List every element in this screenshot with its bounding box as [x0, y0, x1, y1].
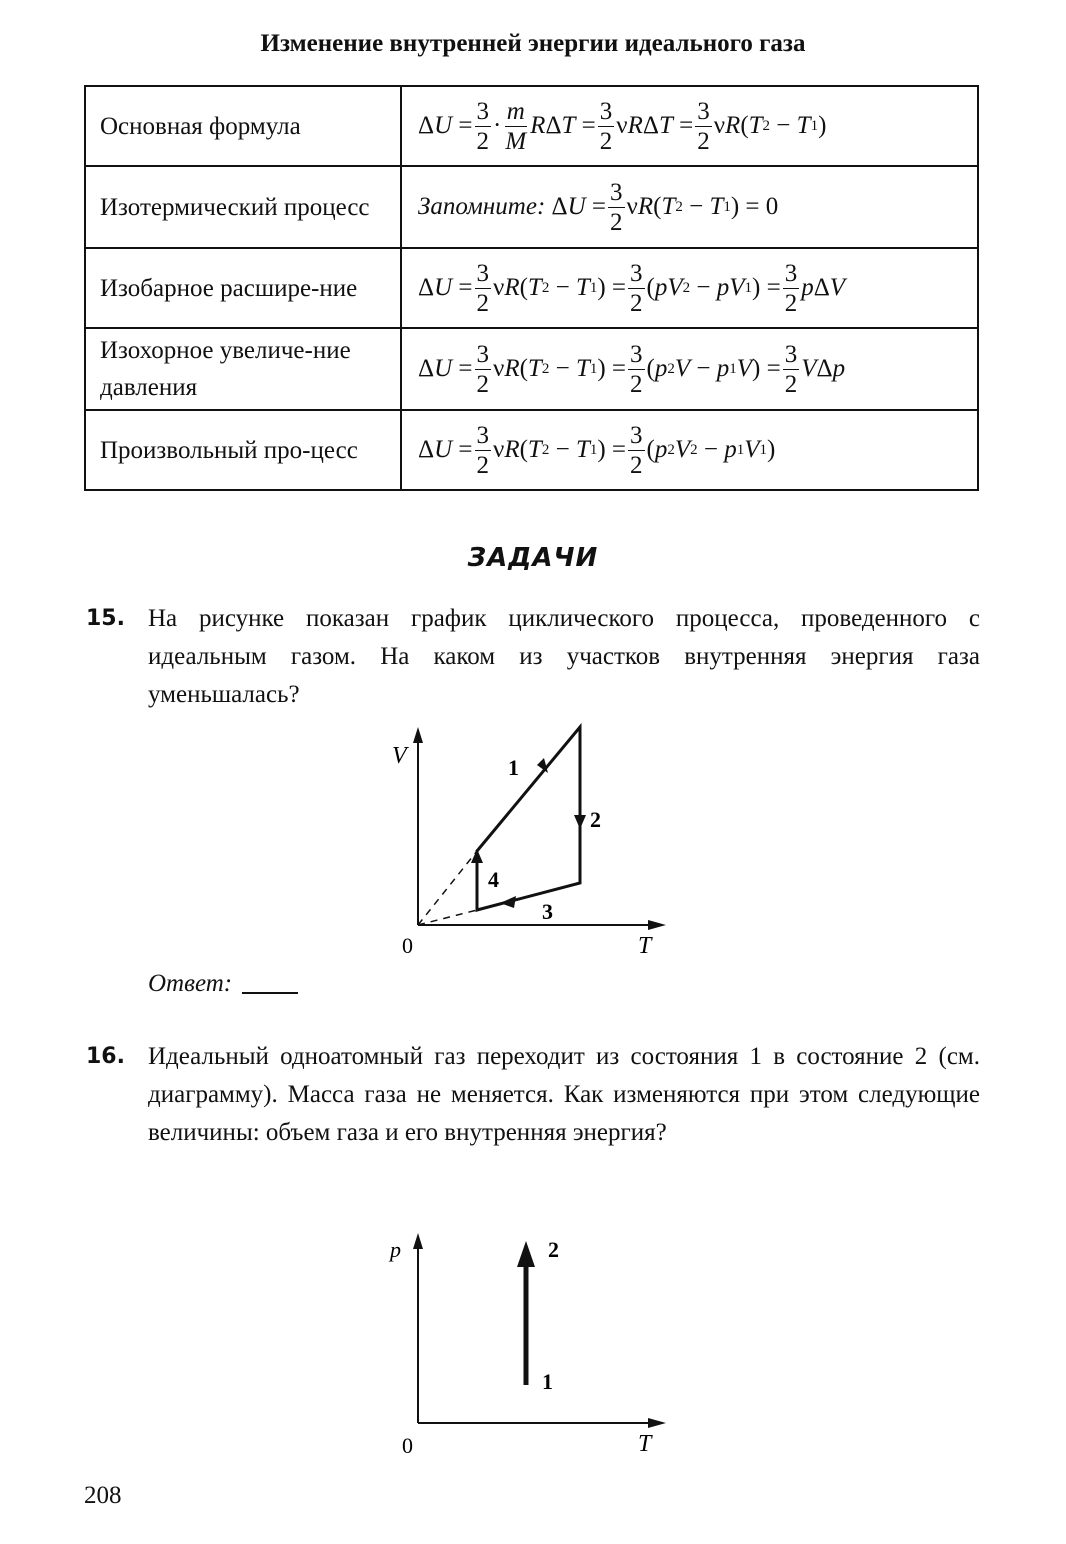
dashed-line — [418, 910, 477, 925]
segment-label: 4 — [488, 867, 499, 892]
problem-text: Идеальный одноатомный газ переходит из состояния 1 в состояние 2 (см. диаграмму). Масса газа не меняется. Как изменяются при этом следующие величины: объем газа и его внутренняя энергия? — [148, 1043, 980, 1146]
formula: Δ U = $\frac{3}{2}$ ν R ( T 2 − T 1 ) = $\frac{3}{2}$ ( p 2 V 2 − p 1 V 1 ) — [418, 421, 776, 479]
arrow-icon — [574, 815, 586, 829]
arrow-right-icon — [648, 920, 666, 930]
state-label: 1 — [542, 1369, 553, 1394]
segment-label: 3 — [542, 899, 553, 924]
page-title: Изменение внутренней энергии идеального газа — [260, 30, 806, 57]
segment-label: 1 — [508, 755, 519, 780]
pt-graph — [380, 1225, 680, 1470]
arrow-up-icon — [413, 727, 423, 743]
formula: Δ U = $\frac{3}{2}$ ν R ( T 2 − T 1 ) = $\frac{3}{2}$ ( pV 2 − pV 1 ) = $\frac{3}{2}$ p Δ V — [418, 259, 846, 317]
problem-text: На рисунке показан график циклического процесса, проведенного с идеальным газом. На каком из участков внутренняя энергия газа уменьшалась? — [148, 605, 980, 708]
answer-blank[interactable] — [242, 992, 298, 994]
table-row — [85, 86, 978, 166]
arrow-up-icon — [413, 1233, 423, 1249]
row-label: Изотермический процесс — [85, 166, 401, 248]
formula-cell — [401, 248, 978, 328]
origin-label: 0 — [402, 1433, 413, 1458]
formula-cell — [401, 328, 978, 410]
problem-number: 15. — [86, 606, 125, 631]
problem-number: 16. — [86, 1044, 125, 1069]
dashed-line — [418, 851, 477, 925]
formula: Запомните : Δ U = $\frac{3}{2}$ ν R ( T 2 − T 1 ) = 0 — [418, 178, 779, 236]
row-label: Произвольный про-цесс — [85, 410, 401, 490]
arrow-right-icon — [648, 1418, 666, 1428]
formula-cell — [401, 86, 978, 166]
cycle-graph — [380, 715, 680, 965]
answer-line: Ответ: — [148, 970, 298, 998]
page-number: 208 — [84, 1482, 122, 1509]
remember-note: Запомните — [418, 193, 537, 220]
formula: Δ U = $\frac{3}{2}$ ν R ( T 2 − T 1 ) = $\frac{3}{2}$ ( p 2 V − p 1 V ) = $\frac{3}{2}$ V Δ p — [418, 340, 846, 398]
segment-label: 2 — [590, 807, 601, 832]
formula-cell — [401, 166, 978, 248]
table-row — [85, 248, 978, 328]
energy-table — [84, 85, 979, 491]
table-row — [85, 328, 978, 410]
arrow-icon — [471, 849, 483, 863]
x-axis-label: T — [638, 1431, 652, 1457]
table-row — [85, 166, 978, 248]
y-axis-label: p — [390, 1237, 401, 1262]
formula: Δ U = $\frac{3}{2}$ · $\frac{m}{M}$ R Δ T = $\frac{3}{2}$ ν R Δ T = $\frac{3}{2}$ ν R ( T 2 − T 1 ) — [418, 97, 827, 155]
section-heading: ЗАДАЧИ — [467, 543, 599, 573]
arrow-up-icon — [517, 1241, 535, 1267]
origin-label: 0 — [402, 933, 413, 958]
formula-cell — [401, 410, 978, 490]
row-label: Изобарное расшире-ние — [85, 248, 401, 328]
x-axis-label: T — [638, 933, 652, 959]
arrow-icon — [500, 896, 516, 908]
state-label: 2 — [548, 1237, 559, 1262]
row-label: Изохорное увеличе-ние давления — [85, 328, 401, 410]
y-axis-label: V — [392, 743, 407, 769]
row-label: Основная формула — [85, 86, 401, 166]
table-row — [85, 410, 978, 490]
answer-label: Ответ — [148, 970, 224, 997]
